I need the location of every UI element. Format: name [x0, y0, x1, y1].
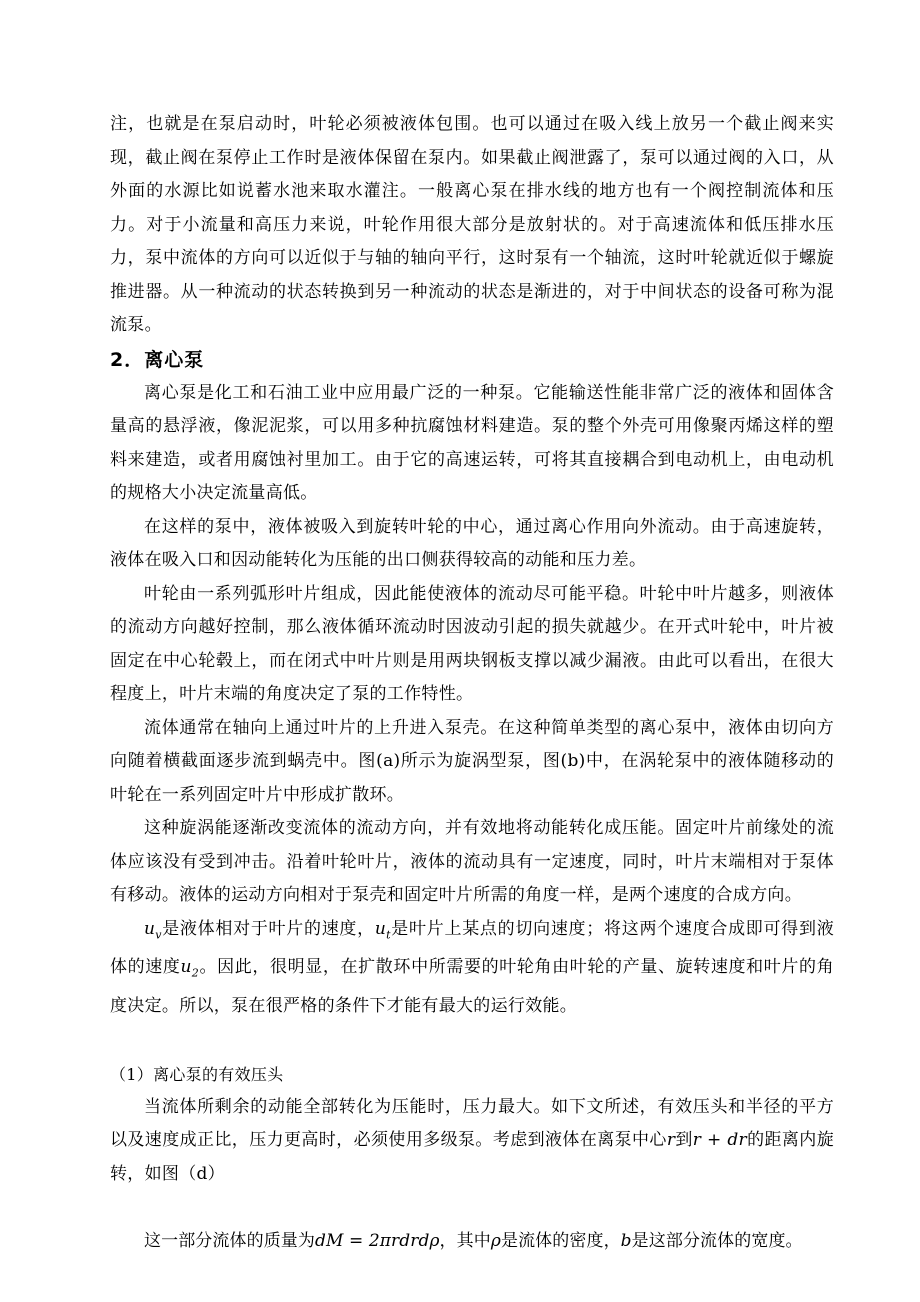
symbol-ut: $u_t$ — [374, 918, 391, 941]
section-heading: 2．离心泵 — [110, 348, 205, 371]
formula-dm: dM = 2πrdrdρ — [315, 1231, 440, 1252]
head-paragraph: 当流体所剩余的动能全部转化为压能时，压力最大。如下文所述，有效压头和半径的平方以及速度成正比，压力更高时，必须使用多级泵。考虑到液体在离泵中心r到r + dr的距离内旋转，如图（d） — [110, 1096, 835, 1184]
intro-paragraph: 注，也就是在泵启动时，叶轮必须被液体包围。也可以通过在吸入线上放另一个截止阀来实现，截止阀在泵停止工作时是液体保留在泵内。如果截止阀泄露了，泵可以通过阀的入口，从外面的水源比如说蓄水池来取水灌注。一般离心泵在排水线的地方也有一个阀控制流体和压力。对于小流量和高压力来说，叶轮作用很大部分是放射状的。对于高速流体和低压排水压力，泵中流体的方向可以近似于与轴的轴向平行，这时泵有一个轴流，这时叶轮就近似于螺旋推进器。从一种流动的状态转换到另一种流动的状态是渐进的，对于中间状态的设备可称为混流泵。 — [110, 114, 834, 335]
document-page — [110, 108, 834, 1258]
symbol-uv: $u_v$ — [144, 918, 162, 941]
velocity-paragraph: $u_v$是液体相对于叶片的速度，$u_t$是叶片上某点的切向速度；将这两个速度合成即可得到液体的速度$u_2$。因此，很明显，在扩散环中所需要的叶轮角由叶轮的产量、旋转速度和叶片的角度决定。所以，泵在很严格的条件下才能有最大的运行效能。 — [110, 918, 834, 1017]
spacer — [110, 1191, 834, 1225]
subsection-heading: （1）离心泵的有效压头 — [110, 1064, 284, 1084]
spacer — [110, 1024, 834, 1058]
mass-paragraph: 这一部分流体的质量为dM = 2πrdrdρ，其中ρ是流体的密度，b是这部分流体的宽度。 — [144, 1231, 803, 1252]
symbol-rho: ρ — [490, 1231, 501, 1252]
symbol-b: b — [620, 1231, 632, 1252]
symbol-r-plus-dr: r + dr — [692, 1130, 747, 1151]
paragraph-2: 在这样的泵中，液体被吸入到旋转叶轮的中心，通过离心作用向外流动。由于高速旋转，液体在吸入口和因动能转化为压能的出口侧获得较高的动能和压力差。 — [110, 516, 834, 570]
paragraph-4: 流体通常在轴向上通过叶片的上升进入泵壳。在这种简单类型的离心泵中，液体由切向方向随着横截面逐步流到蜗壳中。图(a)所示为旋涡型泵，图(b)中，在涡轮泵中的液体随移动的叶轮在一系列固定叶片中形成扩散环。 — [110, 717, 834, 805]
symbol-r: r — [666, 1130, 676, 1151]
paragraph-3: 叶轮由一系列弧形叶片组成，因此能使液体的流动尽可能平稳。叶轮中叶片越多，则液体的流动方向越好控制，那么液体循环流动时因波动引起的损失就越少。在开式叶轮中，叶片被固定在中心轮毂上，而在闭式中叶片则是用两块钢板支撑以减少漏液。由此可以看出，在很大程度上，叶片末端的角度决定了泵的工作特性。 — [110, 583, 834, 704]
paragraph-1: 离心泵是化工和石油工业中应用最广泛的一种泵。它能输送性能非常广泛的液体和固体含量高的悬浮液，像泥泥浆，可以用多种抗腐蚀材料建造。泵的整个外壳可用像聚丙烯这样的塑料来建造，或者用腐蚀衬里加工。由于它的高速运转，可将其直接耦合到电动机上，由电动机的规格大小决定流量高低。 — [110, 382, 834, 503]
symbol-u2: $u_2$ — [180, 957, 200, 980]
paragraph-5: 这种旋涡能逐渐改变流体的流动方向，并有效地将动能转化成压能。固定叶片前缘处的流体应该没有受到冲击。沿着叶轮叶片，液体的流动具有一定速度，同时，叶片末端相对于泵体有移动。液体的运动方向相对于泵壳和固定叶片所需的角度一样，是两个速度的合成方向。 — [110, 818, 834, 905]
